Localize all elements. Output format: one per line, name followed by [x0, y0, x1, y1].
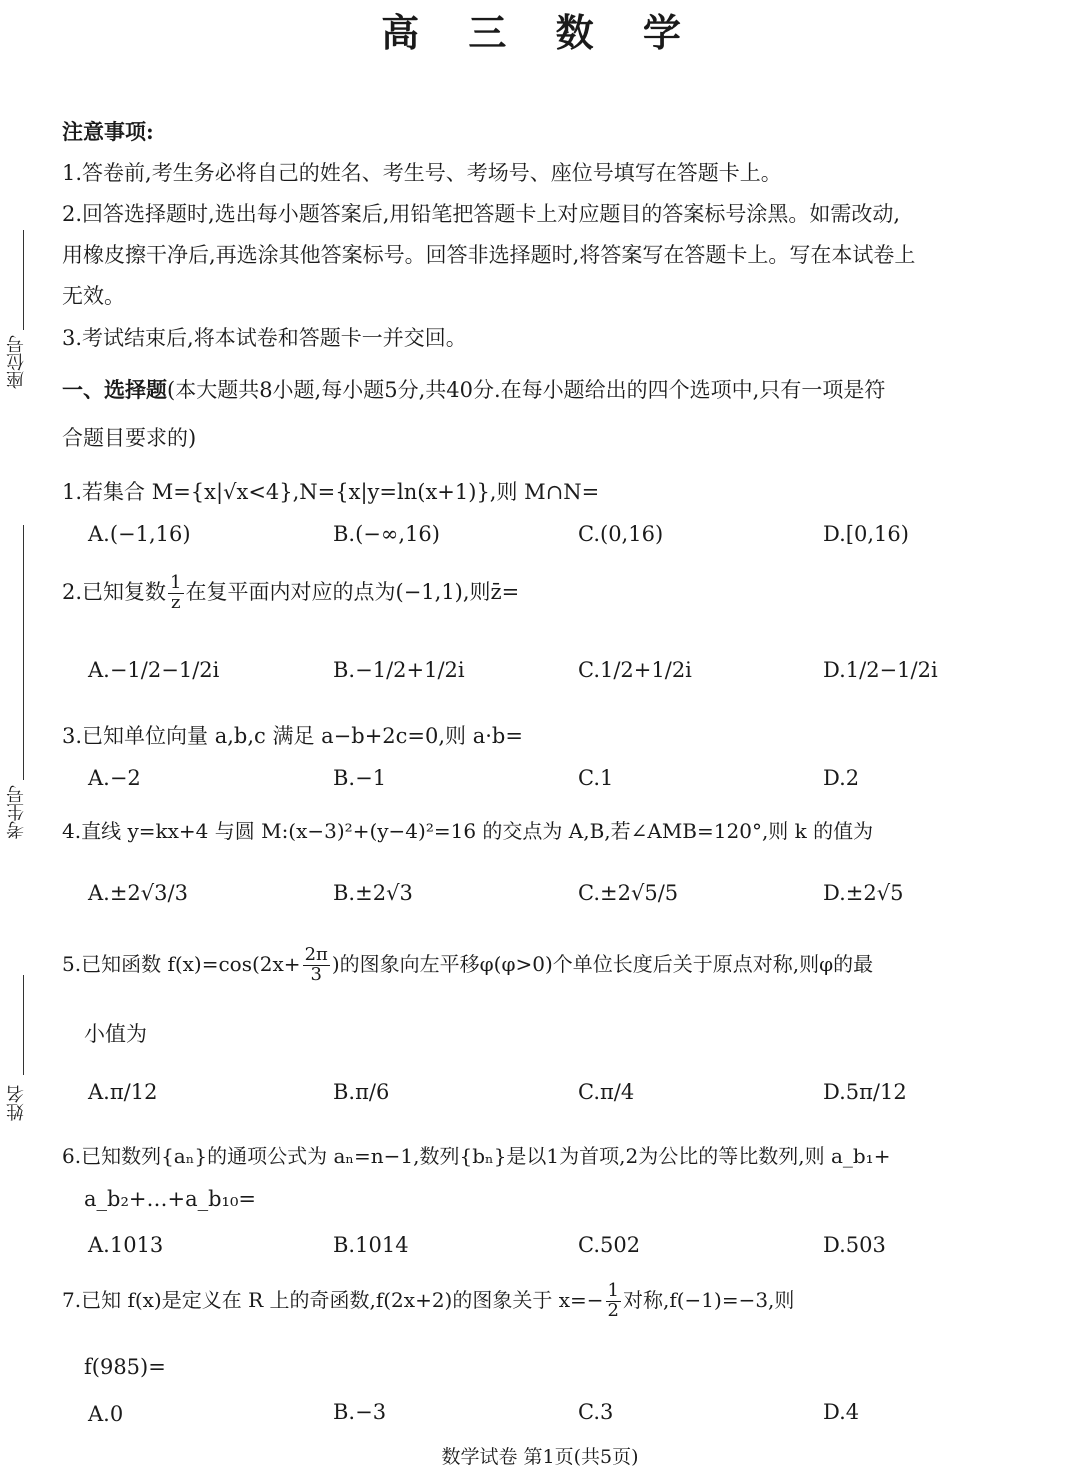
- question-3-option-b: B.−1: [333, 766, 387, 790]
- question-7-fraction: [606, 1282, 621, 1321]
- question-5-stem-a: 5.已知函数 f(x)=cos(2x+: [62, 951, 301, 976]
- page-footer: 数学试卷 第1页(共5页): [441, 1446, 639, 1468]
- notice-heading: 注意事项:: [62, 119, 154, 144]
- notice-item-3: 3.考试结束后,将本试卷和答题卡一并交回。: [62, 326, 467, 350]
- question-5-fraction: [303, 946, 330, 985]
- question-1-option-c: C.(0,16): [578, 522, 664, 546]
- question-3-option-d: D.2: [823, 766, 860, 790]
- question-5-stem-b: )的图象向左平移φ(φ>0)个单位长度后关于原点对称,则φ的最: [331, 951, 874, 976]
- question-6-option-a: A.1013: [88, 1233, 164, 1257]
- question-2-option-d: D.1/2−1/2i: [823, 658, 938, 682]
- question-5-option-d: D.5π/12: [823, 1080, 907, 1104]
- question-4-option-d: D.±2√5: [823, 881, 904, 905]
- question-7-stem-a: 7.已知 f(x)是定义在 R 上的奇函数,f(2x+2)的图象关于 x=−: [62, 1287, 604, 1312]
- side-label-seat: 座位号: [6, 335, 27, 389]
- question-2-stem: [62, 574, 519, 613]
- question-6-option-c: C.502: [578, 1233, 641, 1257]
- question-7-fraction-den: 2: [607, 1299, 619, 1321]
- question-4-option-c: C.±2√5/5: [578, 881, 679, 905]
- notice-item-2-end: 无效。: [62, 284, 125, 308]
- question-2-fraction: [168, 574, 183, 613]
- question-1-option-d: D.[0,16): [823, 522, 909, 546]
- question-6-stem-cont: a_b₂+…+a_b₁₀=: [84, 1187, 256, 1211]
- question-2-option-a: A.−1/2−1/2i: [88, 658, 220, 682]
- question-6-stem: 6.已知数列{aₙ}的通项公式为 aₙ=n−1,数列{bₙ}是以1为首项,2为公比的等比数列,则 a_b₁+: [62, 1144, 891, 1168]
- question-5-fraction-den: 3: [310, 963, 322, 985]
- side-rule-low: [23, 975, 24, 1075]
- question-7-option-b: B.−3: [333, 1400, 387, 1424]
- question-7-fraction-num: 1: [607, 1280, 619, 1301]
- question-2-fraction-num: 1: [170, 572, 182, 593]
- question-3-stem: 3.已知单位向量 a,b,c 满足 a−b+2c=0,则 a·b=: [62, 724, 523, 748]
- question-7-stem-cont: f(985)=: [84, 1355, 166, 1379]
- question-4-stem: 4.直线 y=kx+4 与圆 M:(x−3)²+(y−4)²=16 的交点为 A,B,若∠AMB=120°,则 k 的值为: [62, 819, 874, 843]
- question-3-option-a: A.−2: [88, 766, 141, 790]
- question-5-option-c: C.π/4: [578, 1080, 635, 1104]
- side-label-name: 姓名: [6, 1085, 27, 1121]
- question-4-option-b: B.±2√3: [333, 881, 413, 905]
- question-7-option-d: D.4: [823, 1400, 860, 1424]
- question-1-option-b: B.(−∞,16): [333, 522, 440, 546]
- question-5-stem: [62, 946, 873, 985]
- question-5-option-a: A.π/12: [88, 1080, 158, 1104]
- question-5-stem-cont: 小值为: [84, 1022, 147, 1046]
- question-2-option-b: B.−1/2+1/2i: [333, 658, 465, 682]
- notice-item-2-cont: 用橡皮擦干净后,再选涂其他答案标号。回答非选择题时,将答案写在答题卡上。写在本试卷上: [62, 243, 916, 267]
- question-7-option-c: C.3: [578, 1400, 614, 1424]
- question-5-fraction-num: 2π: [304, 944, 328, 965]
- side-rule-top: [23, 230, 24, 330]
- section-desc-cont: 合题目要求的): [62, 426, 197, 450]
- notice-item-2: 2.回答选择题时,选出每小题答案后,用铅笔把答题卡上对应题目的答案标号涂黑。如需改动,: [62, 202, 901, 226]
- notice-item-1: 1.答卷前,考生务必将自己的姓名、考生号、考场号、座位号填写在答题卡上。: [62, 161, 782, 185]
- side-label-examinee-no: 考生号: [6, 785, 27, 839]
- question-1-stem: 1.若集合 M={x|√x<4},N={x|y=ln(x+1)},则 M∩N=: [62, 480, 600, 504]
- page-title: 高 三 数 学: [381, 10, 699, 55]
- question-2-fraction-den: z: [171, 591, 181, 613]
- question-7-option-a: A.0: [88, 1402, 124, 1426]
- question-2-stem-a: 2.已知复数: [62, 579, 167, 604]
- question-6-option-d: D.503: [823, 1233, 886, 1257]
- section-title: 一、选择题: [62, 377, 167, 402]
- question-2-stem-b: 在复平面内对应的点为(−1,1),则z̄=: [185, 579, 520, 604]
- section-desc: (本大题共8小题,每小题5分,共40分.在每小题给出的四个选项中,只有一项是符: [167, 378, 886, 402]
- side-rule-mid: [23, 525, 24, 780]
- question-1-option-a: A.(−1,16): [88, 522, 191, 546]
- question-6-option-b: B.1014: [333, 1233, 409, 1257]
- question-7-stem-b: 对称,f(−1)=−3,则: [622, 1287, 795, 1312]
- question-4-option-a: A.±2√3/3: [88, 881, 188, 905]
- question-5-option-b: B.π/6: [333, 1080, 390, 1104]
- section-heading: [62, 374, 885, 404]
- question-3-option-c: C.1: [578, 766, 614, 790]
- question-7-stem: [62, 1282, 794, 1321]
- question-2-option-c: C.1/2+1/2i: [578, 658, 692, 682]
